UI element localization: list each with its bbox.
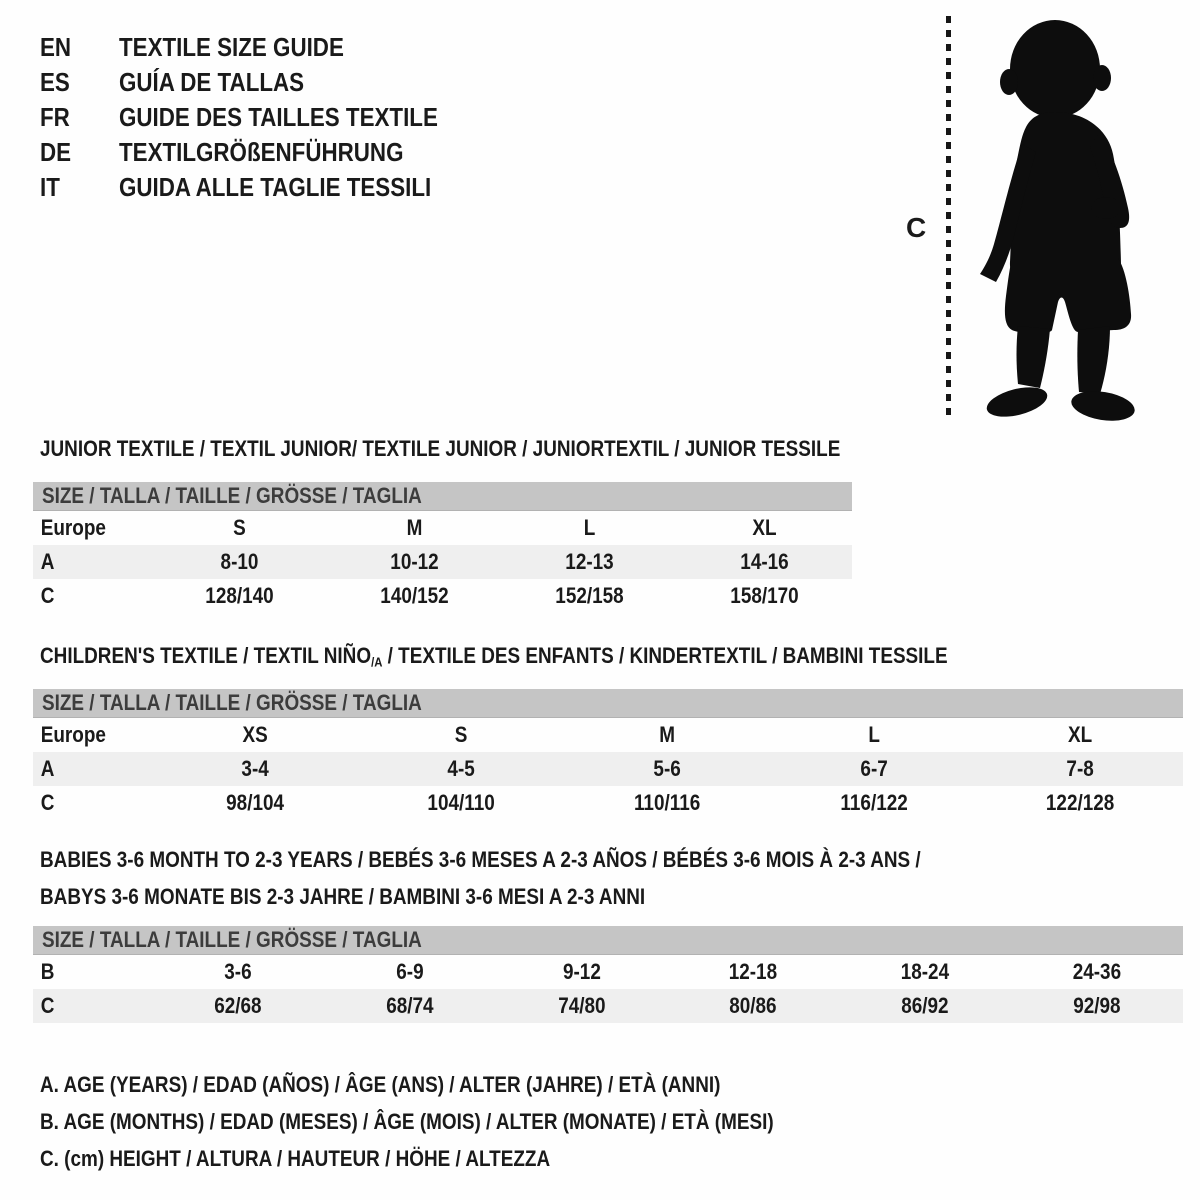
height-cell: 116/122 xyxy=(840,790,908,815)
legend-line-b-text: B. AGE (MONTHS) / EDAD (MESES) / ÂGE (MOIS) / ALTER (MONATE) / ETÀ (MESI) xyxy=(40,1108,774,1134)
months-cell: 9-12 xyxy=(562,959,601,984)
age-cell: 5-6 xyxy=(653,756,682,781)
language-title: GUÍA DE TALLAS xyxy=(119,67,305,97)
row-label: C xyxy=(40,583,55,608)
months-cell: 24-36 xyxy=(1072,959,1122,984)
children-table-header xyxy=(33,689,1183,718)
height-cell: 62/68 xyxy=(214,993,262,1018)
months-cell: 6-9 xyxy=(396,959,424,984)
toddler-silhouette-shape xyxy=(980,20,1137,424)
language-code: DE xyxy=(40,137,72,167)
language-row-it xyxy=(40,170,490,205)
age-cell: 7-8 xyxy=(1066,756,1094,781)
children-row-height xyxy=(33,786,1183,820)
language-list xyxy=(40,30,490,205)
size-cell: L xyxy=(583,515,596,540)
language-code: FR xyxy=(40,102,70,132)
row-label: Europe xyxy=(40,722,106,747)
months-cell: 12-18 xyxy=(729,959,778,984)
language-title: TEXTILGRÖßENFÜHRUNG xyxy=(119,137,404,167)
size-header-label: SIZE / TALLA / TAILLE / GRÖSSE / TAGLIA xyxy=(42,690,422,715)
size-cell: M xyxy=(659,722,676,747)
babies-row-height xyxy=(33,989,1183,1023)
children-section-title xyxy=(40,643,1095,670)
language-row-fr xyxy=(40,100,490,135)
language-row-en xyxy=(40,30,490,65)
months-cell: 18-24 xyxy=(901,959,950,984)
language-row-es xyxy=(40,65,490,100)
junior-section-title xyxy=(40,436,971,462)
row-label: A xyxy=(40,756,55,781)
height-cell: 158/170 xyxy=(730,583,799,608)
children-title-post: / TEXTILE DES ENFANTS / KINDERTEXTIL / BAMBINI TESSILE xyxy=(382,643,948,668)
junior-row-age xyxy=(33,545,852,579)
size-header-label: SIZE / TALLA / TAILLE / GRÖSSE / TAGLIA xyxy=(42,927,422,952)
language-title: TEXTILE SIZE GUIDE xyxy=(119,32,344,62)
size-header-label: SIZE / TALLA / TAILLE / GRÖSSE / TAGLIA xyxy=(42,483,422,508)
junior-table-header xyxy=(33,482,852,511)
height-cell: 74/80 xyxy=(557,993,606,1018)
babies-section-title-line1 xyxy=(40,847,1064,873)
size-cell: S xyxy=(454,722,468,747)
size-cell: XS xyxy=(242,722,268,747)
junior-row-height xyxy=(33,579,852,613)
months-cell: 3-6 xyxy=(224,959,252,984)
height-measure-label: C xyxy=(906,212,927,243)
height-cell: 140/152 xyxy=(380,583,449,608)
size-cell: S xyxy=(233,515,246,540)
children-title-pre: CHILDREN'S TEXTILE / TEXTIL NIÑO xyxy=(40,643,372,668)
height-cell: 98/104 xyxy=(226,790,285,815)
row-label: Europe xyxy=(40,515,106,540)
size-cell: M xyxy=(406,515,423,540)
legend-line-a xyxy=(40,1066,893,1103)
legend-line-c xyxy=(40,1140,893,1177)
age-cell: 4-5 xyxy=(447,756,475,781)
height-cell: 86/92 xyxy=(901,993,949,1018)
row-label: C xyxy=(40,993,55,1018)
row-label: C xyxy=(40,790,55,815)
size-cell: L xyxy=(867,722,880,747)
children-title-subscript: /A xyxy=(371,654,383,670)
babies-table-header xyxy=(33,926,1183,955)
row-label: B xyxy=(40,959,55,984)
babies-row-months xyxy=(33,955,1183,989)
age-cell: 12-13 xyxy=(565,549,614,574)
height-cell: 80/86 xyxy=(729,993,778,1018)
age-cell: 8-10 xyxy=(220,549,259,574)
height-cell: 110/116 xyxy=(634,790,701,815)
children-size-table xyxy=(33,689,1183,820)
language-code: ES xyxy=(40,67,70,97)
junior-row-europe xyxy=(33,511,852,545)
language-row-de xyxy=(40,135,490,170)
toddler-silhouette-icon xyxy=(960,12,1145,424)
legend-line-a-text: A. AGE (YEARS) / EDAD (AÑOS) / ÂGE (ANS) / ALTER (JAHRE) / ETÀ (ANNI) xyxy=(40,1071,721,1097)
children-section-title-text xyxy=(40,643,948,670)
language-title: GUIDA ALLE TAGLIE TESSILI xyxy=(119,172,432,202)
row-label: A xyxy=(40,549,55,574)
language-code: IT xyxy=(40,172,60,202)
language-code: EN xyxy=(40,32,72,62)
legend-line-c-text: C. (cm) HEIGHT / ALTURA / HAUTEUR / HÖHE / ALTEZZA xyxy=(40,1145,551,1171)
size-cell: XL xyxy=(752,515,777,540)
legend-line-b xyxy=(40,1103,893,1140)
height-cell: 68/74 xyxy=(386,993,434,1018)
babies-section-title-line1-text: BABIES 3-6 MONTH TO 2-3 YEARS / BEBÉS 3-6 MESES A 2-3 AÑOS / BÉBÉS 3-6 MOIS À 2-3 ANS / xyxy=(40,847,921,872)
height-cell: 104/110 xyxy=(427,790,495,815)
language-title: GUIDE DES TAILLES TEXTILE xyxy=(119,102,438,132)
size-cell: XL xyxy=(1067,722,1093,747)
babies-section-title-line2-text: BABYS 3-6 MONATE BIS 2-3 JAHRE / BAMBINI 3-6 MESI A 2-3 ANNI xyxy=(40,884,646,909)
height-dashed-line xyxy=(946,16,951,416)
age-cell: 10-12 xyxy=(390,549,439,574)
babies-section-title-line2 xyxy=(40,884,744,910)
age-cell: 3-4 xyxy=(241,756,269,781)
height-cell: 92/98 xyxy=(1073,993,1121,1018)
height-cell: 152/158 xyxy=(555,583,624,608)
height-cell: 122/128 xyxy=(1045,790,1115,815)
babies-size-table xyxy=(33,926,1183,1023)
junior-section-title-text: JUNIOR TEXTILE / TEXTIL JUNIOR/ TEXTILE JUNIOR / JUNIORTEXTIL / JUNIOR TESSILE xyxy=(40,436,841,461)
age-cell: 14-16 xyxy=(740,549,789,574)
children-row-europe xyxy=(33,718,1183,752)
children-row-age xyxy=(33,752,1183,786)
junior-size-table xyxy=(33,482,852,613)
age-cell: 6-7 xyxy=(860,756,888,781)
legend xyxy=(40,1066,893,1177)
height-cell: 128/140 xyxy=(205,583,274,608)
